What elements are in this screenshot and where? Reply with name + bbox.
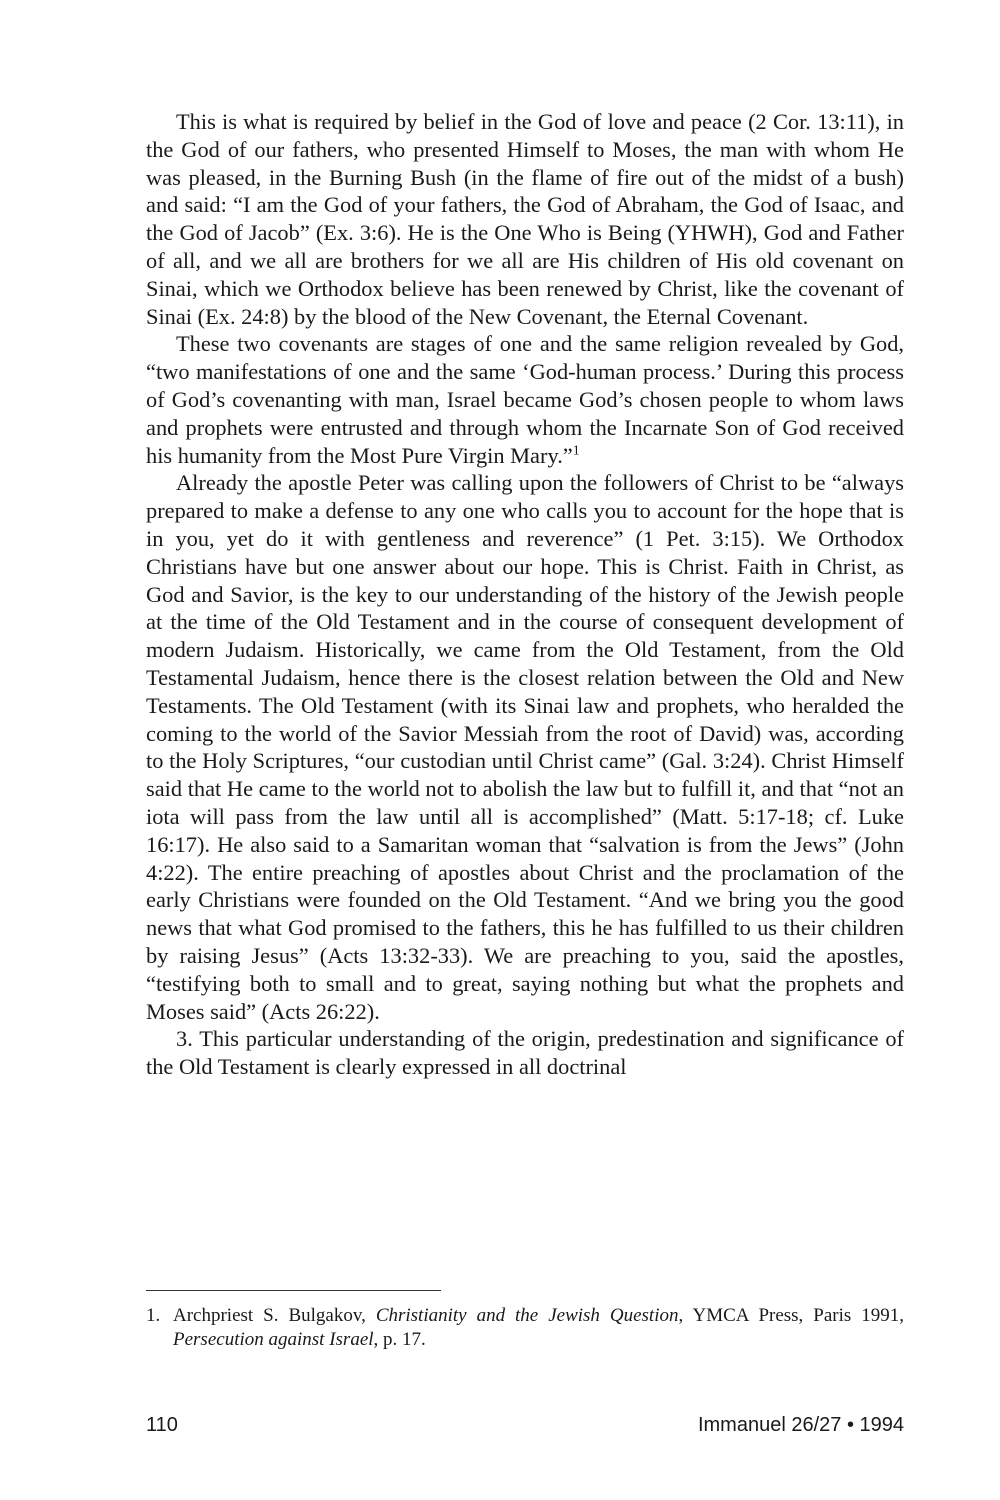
journal-footer: Immanuel 26/27 • 1994 [697, 1414, 904, 1436]
body-text [146, 108, 904, 1081]
footnote-author: Archpriest S. Bulgakov, [173, 1305, 366, 1326]
page-number: 110 [146, 1414, 178, 1436]
footnote-title-2: Persecution against Israel [173, 1329, 374, 1350]
footnotes [146, 1304, 904, 1352]
footnote-1 [146, 1304, 904, 1352]
footnote-title-1: Christianity and the Jewish Question [375, 1305, 679, 1326]
paragraph-1: This is what is required by belief in the God of love and peace (2 Cor. 13:11), in the God of our fathers, who presented Himself to Moses, the man with whom He was pleased, in the Burning Bush (in the flame of fire out of the midst of a bush) and said: “I am the God of your fathers, the God of Abraham, the God of Isaac, and the God of Jacob” (Ex. 3:6). He is the One Who is Being (YHWH), God and Father of all, and we all are brothers for we all are His children of His old covenant on Sinai, which we Orthodox believe has been renewed by Christ, like the covenant of Sinai (Ex. 24:8) by the blood of the New Covenant, the Eternal Covenant. [146, 109, 904, 329]
paragraph-2-text: These two covenants are stages of one and the same religion revealed by God, “two manifestations of one and the same ‘God-human process.’ During this process of God’s covenanting with man, Israel became God’s chosen people to whom laws and prophets were entrusted and through whom the Incarnate Son of God received his humanity from the Most Pure Virgin Mary.” [146, 331, 904, 468]
footnote-divider [146, 1290, 441, 1291]
paragraph-3: Already the apostle Peter was calling upon the followers of Christ to be “always prepared to make a defense to any one who calls you to account for the hope that is in you, yet do it with gentleness and reverence” (1 Pet. 3:15). We Orthodox Christians have but one answer about our hope. This is Christ. Faith in Christ, as God and Savior, is the key to our understanding of the history of the Jewish people at the time of the Old Testament and in the course of consequent development of modern Judaism. Historically, we came from the Old Testament, from the Old Testamental Judaism, hence there is the closest relation between the Old and New Testaments. The Old Testament (with its Sinai law and prophets, who heralded the coming to the world of the Savior Messiah from the root of David) was, according to the Holy Scriptures, “our custodian until Christ came” (Gal. 3:24). Christ Himself said that He came to the world not to abolish the law but to fulfill it, and that “not an iota will pass from the law until all is accomplished” (Matt. 5:17-18; cf. Luke 16:17). He also said to a Samaritan woman that “salvation is from the Jews” (John 4:22). The entire preaching of apostles about Christ and the proclamation of the early Christians were founded on the Old Testament. “And we bring you the good news that what God promised to the fathers, this he has fulfilled to us their children by raising Jesus” (Acts 13:32-33). We are preaching to you, said the apostles, “testifying both to small and to great, saying nothing but what the prophets and Moses said” (Acts 26:22). [146, 470, 904, 1024]
paragraph-4: 3. This particular understanding of the origin, predestination and significance of the Old Testament is clearly expressed in all doctrinal [146, 1026, 904, 1080]
footnote-number: 1. [146, 1305, 161, 1326]
footnote-publisher: , YMCA Press, Paris 1991, [678, 1305, 904, 1326]
footnote-page: , p. 17. [373, 1329, 426, 1350]
footnote-reference[interactable]: 1 [572, 443, 580, 459]
paragraph-2 [146, 330, 904, 469]
